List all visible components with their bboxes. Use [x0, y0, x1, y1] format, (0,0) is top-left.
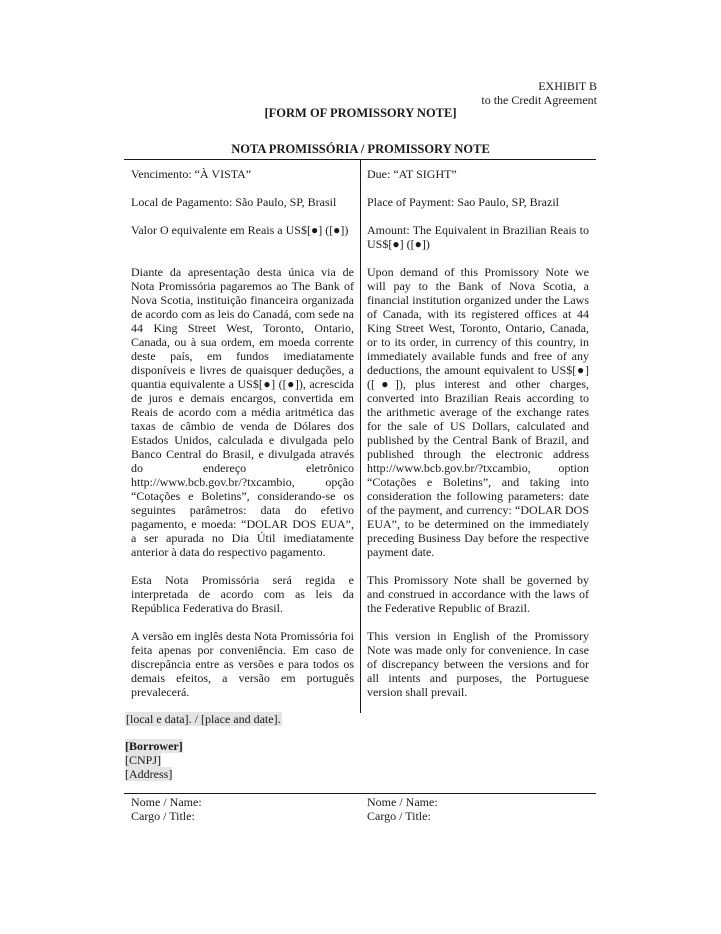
borrower-block — [125, 739, 183, 781]
place-pt: Local de Pagamento: São Paulo, SP, Brasil — [131, 195, 337, 209]
amount-en: Amount: The Equivalent in Brazilian Reais to US$[●] ([●]) — [367, 223, 589, 251]
signature-right — [367, 795, 438, 823]
form-title: [FORM OF PROMISSORY NOTE] — [264, 106, 457, 120]
law-pt: Esta Nota Promissória será regida e interpretada de acordo com as leis da República Federativa do Brasil. — [131, 573, 354, 615]
signature-rule — [124, 793, 596, 794]
column-divider — [360, 160, 361, 713]
body-en: Upon demand of this Promissory Note we will pay to the Bank of Nova Scotia, a financial institution organized under the Laws of Canada, with its registered offices at 44 King Street West, Toronto, Ontario, Canada, or to its order, in currency of this country, in immediately available funds and free of any deductions, the amount equivalent to US$[●] ([●]), plus interest and other charges, converted into Brazilian Reais according to the arithmetic average of the exchange rates for the sale of US Dollars, calculated and published by the Central Bank of Brazil, and published through the electronic address http://www.bcb.gov.br/?txcambio, option “Cotações e Boletins”, and taking into consideration the following parameters: date of the payment, and currency: “DOLAR DOS EUA”, to be determined on the immediately preceding Business Day before the respective payment date. — [367, 265, 589, 559]
sig-right-name: Nome / Name: — [367, 795, 438, 809]
amount-pt: Valor O equivalente em Reais a US$[●] ([●]) — [131, 223, 349, 237]
law-en: This Promissory Note shall be governed by and construed in accordance with the laws of the Federative Republic of Brazil. — [367, 573, 589, 615]
sig-left-title: Cargo / Title: — [131, 809, 195, 823]
borrower-cnpj: [CNPJ] — [125, 753, 162, 767]
due-pt: Vencimento: “À VISTA” — [131, 167, 252, 181]
exhibit-subtitle: to the Credit Agreement — [481, 93, 597, 107]
sig-left-name: Nome / Name: — [131, 795, 202, 809]
sig-right-title: Cargo / Title: — [367, 809, 431, 823]
signature-left — [131, 795, 202, 823]
body-pt: Diante da apresentação desta única via de Nota Promissória pagaremos ao The Bank of Nova Scotia, instituição financeira organizada de acordo com as leis do Canadá, com sede na 44 King Street West, Toronto, Ontario, Canada, ou à sua ordem, em moeda corrente deste país, em fundos imediatamente disponíveis e livres de quaisquer deduções, a quantia equivalente a US$[●] ([●]), acrescida de juros e demais encargos, convertida em Reais de acordo com a média aritmética das taxas de câmbio de venda de Dólares dos Estados Unidos, calculada e divulgada pelo Banco Central do Brasil, e divulgada através do endereço eletrônico http://www.bcb.gov.br/?txcambio, opção “Cotações e Boletins”, considerando-se os seguintes parâmetros: data do efetivo pagamento, e moeda: “DOLAR DOS EUA”, a ser apurada no Dia Útil imediatamente anterior à data do respectivo pagamento. — [131, 265, 354, 559]
version-en: This version in English of the Promissory Note was made only for convenience. In case of discrepancy between the versions and for all intents and purposes, the Portuguese version shall prevail. — [367, 629, 589, 699]
place-en: Place of Payment: Sao Paulo, SP, Brazil — [367, 195, 559, 209]
borrower-address: [Address] — [125, 767, 173, 781]
place-and-date: [local e data]. / [place and date]. — [126, 712, 281, 726]
note-title: NOTA PROMISSÓRIA / PROMISSORY NOTE — [231, 142, 490, 156]
exhibit-label: EXHIBIT B — [538, 79, 597, 93]
borrower-name: [Borrower] — [125, 739, 183, 753]
due-en: Due: “AT SIGHT” — [367, 167, 457, 181]
version-pt: A versão em inglês desta Nota Promissória foi feita apenas por conveniência. Em caso de discrepância entre as versões e para todos os demais efeitos, a versão em português prevalecerá. — [131, 629, 354, 699]
